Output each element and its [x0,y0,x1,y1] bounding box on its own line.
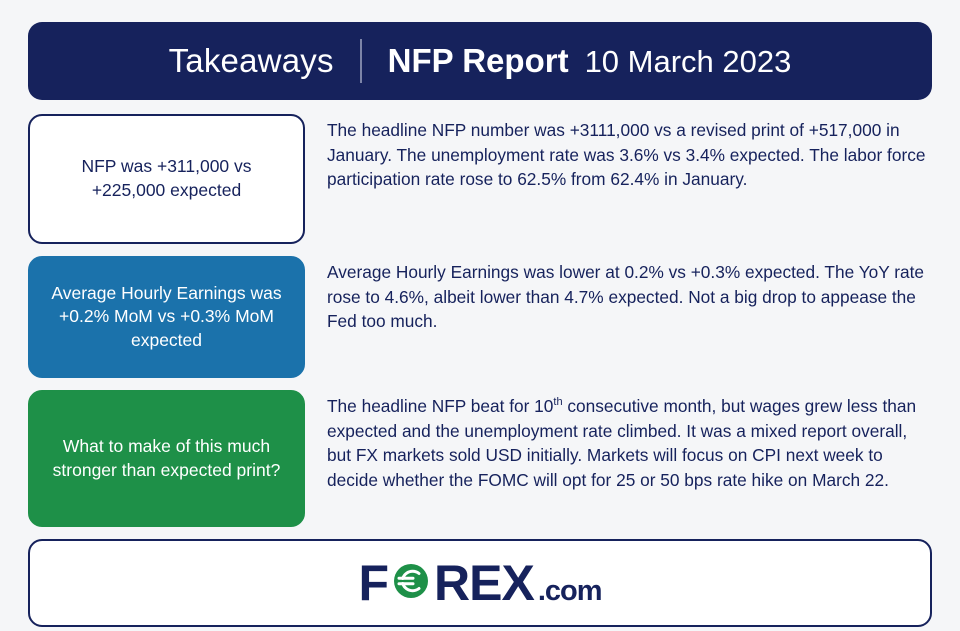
header-banner [28,22,932,100]
takeaway-card-label: NFP was +311,000 vs +225,000 expected [81,156,252,200]
takeaway-card-nfp [28,114,305,244]
takeaway-row [28,256,932,378]
body-text-post: consecutive month, but wages grew less than expected and the unemployment rate climbed. It was a mixed report overall, but FX markets sold USD initially. Markets will focus on CPI next week to decide whether the FOMC will opt for 25 or 50 bps rate hike on March 22. [327,396,917,491]
logo-text-part1: F [358,555,389,611]
takeaway-card-label: Average Hourly Earnings was +0.2% MoM vs +0.3% MoM expected [51,282,282,350]
page-title: NFP Report [387,42,569,79]
header-divider [360,39,362,83]
logo-text-part2: REX [434,555,534,611]
takeaway-body-earnings [327,256,932,334]
body-text-main: The headline NFP number was +3111,000 vs a revised print of +517,000 in January. The unemployment rate was 3.6% vs 3.4% expected. The labor force participation rate rose to 62.5% from 62.4% in January. [327,120,926,190]
takeaway-card-label: What to make of this much stronger than expected print? [52,435,281,480]
takeaway-body-analysis [327,390,932,493]
footer-logo-bar [28,539,932,627]
takeaway-card-analysis [28,390,305,527]
takeaway-row [28,114,932,244]
takeaway-rows [28,114,932,527]
takeaway-body-nfp [327,114,932,192]
body-text-ordinal-suffix: th [553,396,563,409]
report-date: 10 March 2023 [584,44,792,79]
header-takeaways-label: Takeaways [168,42,334,79]
header-title-group [362,42,792,80]
forex-com-logo [358,554,601,612]
body-text-main: Average Hourly Earnings was lower at 0.2% vs +0.3% expected. The YoY rate rose to 4.6%, albeit lower than 4.7% expected. Not a big drop to appease the Fed too much. [327,262,925,332]
takeaway-row [28,390,932,527]
logo-text-suffix: .com [537,575,602,607]
body-text-pre: The headline NFP beat for 10 [327,396,554,416]
euro-globe-icon [389,556,433,600]
takeaway-card-earnings [28,256,305,378]
